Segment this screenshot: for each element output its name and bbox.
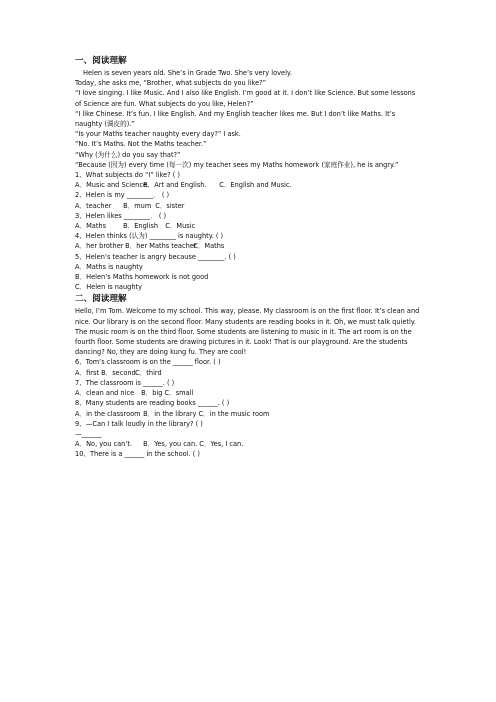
passage-line: “No. It’s Maths. Not the Maths teacher.” xyxy=(75,140,207,149)
answer-option[interactable]: B．big C．small xyxy=(141,389,194,398)
answer-options xyxy=(75,201,421,211)
question-text: 8、Many students are reading books ______. ( ) xyxy=(75,399,230,408)
answer-options xyxy=(75,368,421,378)
answer-option[interactable]: A．Music and Science. xyxy=(75,181,150,190)
question-text: 5、Helen’s teacher is angry because ________. ( ) xyxy=(75,252,236,261)
passage-line: “Is your Maths teacher naughty every day?” I ask. xyxy=(75,130,241,139)
worksheet-page xyxy=(75,54,421,460)
question-text: 3、Helen likes ________． ( ) xyxy=(75,211,167,220)
question-text: 6、Tom’s classroom is on the ______ floor. ( ) xyxy=(75,358,221,367)
answer-option[interactable]: A．Maths is naughty xyxy=(75,262,143,271)
passage-line: “Because (因为) every time (每一次) my teacher sees my Maths homework (家庭作业), he is angry.” xyxy=(75,160,399,169)
question-text: 2、Helen is my ________． ( ) xyxy=(75,191,170,200)
passage-line: “Why (为什么) do you say that?” xyxy=(75,150,181,159)
answer-options xyxy=(75,439,421,449)
answer-options xyxy=(75,221,421,231)
answer-options xyxy=(75,180,421,190)
passage-line: “I like Chinese. It’s fun. I like English. And my English teacher likes me. But I don’t like Maths. It’s naughty (调皮的).” xyxy=(75,109,396,129)
section-heading: 一、阅读理解 xyxy=(75,56,127,66)
answer-option[interactable]: C．third xyxy=(135,368,162,377)
answer-option[interactable]: B．Art and English. xyxy=(143,181,207,190)
answer-option[interactable]: B．Helen’s Maths homework is not good xyxy=(75,273,209,282)
section-heading: 二、阅读理解 xyxy=(75,294,127,305)
passage-line: Hello, I’m Tom. Welcome to my school. This way, please. My classroom is on the first floor. It’s clean and nice. Our library is on the second floor. Many students are reading books in it. Oh, we must talk quietly. The music room is on the third floor. Some students are listening to music in it. The art room is on the fourth floor. Some students are drawing pictures in it. Look! That is our playground. Are the students dancing? No, they are doing kung fu. They are cool! xyxy=(75,307,420,357)
answer-option[interactable]: A．Maths xyxy=(75,222,107,231)
answer-option[interactable]: C．Maths xyxy=(193,242,225,251)
answer-options xyxy=(75,409,421,419)
answer-option[interactable]: A．teacher xyxy=(75,201,112,210)
answer-option[interactable]: C．English and Music. xyxy=(219,181,292,190)
question-text: 4、Helen thinks (认为) ________ is naughty. ( ) xyxy=(75,232,224,241)
answer-option[interactable]: B．in the library C．in the music room xyxy=(143,409,270,418)
question-text: 1、What subjects do “I” like? ( ) xyxy=(75,171,180,180)
passage-line: Today, she asks me, “Brother, what subjects do you like?” xyxy=(75,79,267,88)
question-text: 7、The classroom is ______. ( ) xyxy=(75,378,175,387)
answer-option[interactable]: C．Helen is naughty xyxy=(75,283,142,292)
answer-option[interactable]: A．her brother xyxy=(75,242,124,251)
passage-line: “I love singing. I like Music. And I also like English. I’m good at it. I don’t like Science. But some lessons of Science are fun. What subjects do you like, Helen?” xyxy=(75,89,416,108)
answer-options xyxy=(75,241,421,251)
answer-option[interactable]: B．her Maths teacher xyxy=(125,242,197,251)
answer-blank: —______ xyxy=(75,429,102,438)
passage-line: Helen is seven years old. She’s in Grade Two. She’s very lovely. xyxy=(83,69,292,77)
answer-option[interactable]: C．sister xyxy=(155,201,185,210)
question-text: 10、There is a ______ in the school. ( ) xyxy=(75,450,200,459)
answer-option[interactable]: A．first B．second xyxy=(75,368,136,377)
answer-options xyxy=(75,388,421,398)
question-text: 9、—Can I talk loudly in the library? ( ) xyxy=(75,419,203,428)
answer-option[interactable]: B．mum xyxy=(123,201,152,210)
answer-option[interactable]: A．No, you can’t. xyxy=(75,440,133,449)
answer-option[interactable]: B．English xyxy=(123,222,159,231)
answer-option[interactable]: A．clean and nice xyxy=(75,389,135,398)
answer-option[interactable]: B．Yes, you can. C．Yes, I can. xyxy=(143,440,244,449)
answer-option[interactable]: C．Music xyxy=(165,222,196,231)
answer-option[interactable]: A．in the classroom xyxy=(75,409,141,418)
